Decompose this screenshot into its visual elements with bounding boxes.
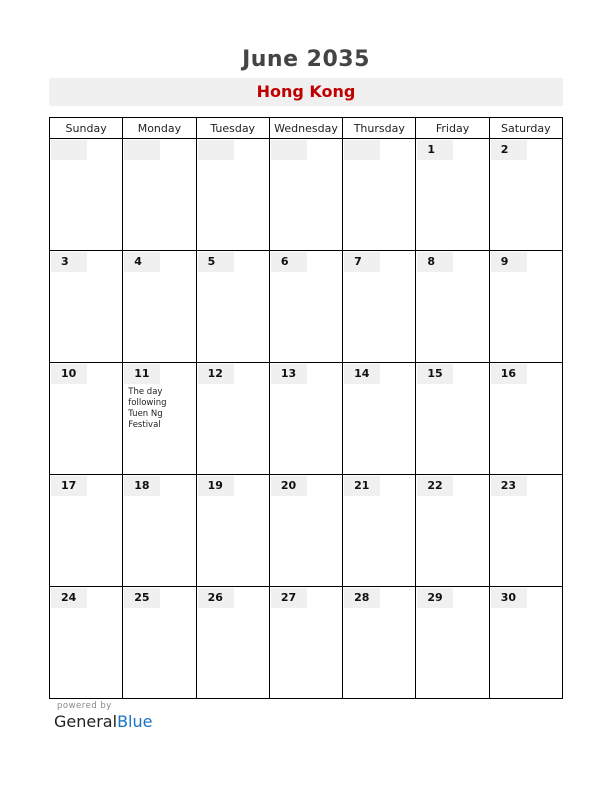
day-cell: [343, 587, 416, 699]
day-number: 20: [271, 476, 307, 496]
day-number: 29: [417, 588, 453, 608]
day-cell: [343, 363, 416, 475]
day-cell: [489, 363, 562, 475]
day-number: 30: [491, 588, 527, 608]
week-row: [50, 363, 563, 475]
calendar-grid: [49, 117, 563, 699]
weekday-monday: Monday: [123, 118, 196, 139]
day-number: 19: [198, 476, 234, 496]
brand-logo[interactable]: [54, 712, 152, 731]
day-number: [51, 140, 87, 160]
day-number: [344, 140, 380, 160]
day-cell: [416, 475, 489, 587]
day-cell: [269, 475, 342, 587]
day-number: 3: [51, 252, 87, 272]
day-cell: [50, 139, 123, 251]
day-number: 27: [271, 588, 307, 608]
day-number: [124, 140, 160, 160]
day-number: 5: [198, 252, 234, 272]
weekday-wednesday: Wednesday: [269, 118, 342, 139]
day-cell: [123, 587, 196, 699]
weekday-tuesday: Tuesday: [196, 118, 269, 139]
day-number: 16: [491, 364, 527, 384]
day-number: 17: [51, 476, 87, 496]
day-cell: [343, 475, 416, 587]
holiday-label: The day following Tuen Ng Festival: [128, 387, 167, 430]
day-number: 25: [124, 588, 160, 608]
day-number: 10: [51, 364, 87, 384]
day-cell: [123, 475, 196, 587]
day-number: 15: [417, 364, 453, 384]
weekday-thursday: Thursday: [343, 118, 416, 139]
brand-blue: Blue: [117, 712, 153, 731]
day-cell: [489, 475, 562, 587]
day-cell: [196, 363, 269, 475]
day-number: 8: [417, 252, 453, 272]
day-number: 26: [198, 588, 234, 608]
day-number: 21: [344, 476, 380, 496]
day-number: 24: [51, 588, 87, 608]
day-cell: [123, 363, 196, 475]
day-cell: [50, 251, 123, 363]
day-cell: [416, 587, 489, 699]
day-number: 2: [491, 140, 527, 160]
region-banner: [49, 78, 563, 106]
day-cell: [196, 139, 269, 251]
day-cell: [489, 251, 562, 363]
day-cell: [50, 475, 123, 587]
day-number: 28: [344, 588, 380, 608]
day-cell: [196, 587, 269, 699]
week-row: [50, 251, 563, 363]
region-name: Hong Kong: [256, 82, 356, 101]
weekday-sunday: Sunday: [50, 118, 123, 139]
day-cell: [343, 251, 416, 363]
day-cell: [489, 139, 562, 251]
day-number: 7: [344, 252, 380, 272]
day-number: 12: [198, 364, 234, 384]
day-cell: [343, 139, 416, 251]
weekday-friday: Friday: [416, 118, 489, 139]
day-number: 23: [491, 476, 527, 496]
day-cell: [196, 251, 269, 363]
weekday-saturday: Saturday: [489, 118, 562, 139]
day-cell: [50, 587, 123, 699]
day-cell: [269, 139, 342, 251]
day-number: 1: [417, 140, 453, 160]
day-cell: [123, 139, 196, 251]
day-cell: [269, 251, 342, 363]
day-number: 13: [271, 364, 307, 384]
day-number: 6: [271, 252, 307, 272]
day-number: 9: [491, 252, 527, 272]
day-cell: [416, 139, 489, 251]
day-cell: [269, 363, 342, 475]
day-number: 22: [417, 476, 453, 496]
day-cell: [50, 363, 123, 475]
weekday-header-row: [50, 118, 563, 139]
day-number: 14: [344, 364, 380, 384]
day-cell: [123, 251, 196, 363]
day-cell: [269, 587, 342, 699]
page-title: June 2035: [242, 47, 370, 72]
week-row: [50, 475, 563, 587]
day-cell: [196, 475, 269, 587]
day-number: 4: [124, 252, 160, 272]
day-cell: [416, 251, 489, 363]
week-row: [50, 587, 563, 699]
day-cell: [489, 587, 562, 699]
brand-general: General: [54, 712, 118, 731]
day-number: [198, 140, 234, 160]
day-number: [271, 140, 307, 160]
day-number: 18: [124, 476, 160, 496]
powered-by-text: powered by: [57, 701, 112, 711]
day-cell: [416, 363, 489, 475]
day-number: 11: [124, 364, 160, 384]
week-row: [50, 139, 563, 251]
